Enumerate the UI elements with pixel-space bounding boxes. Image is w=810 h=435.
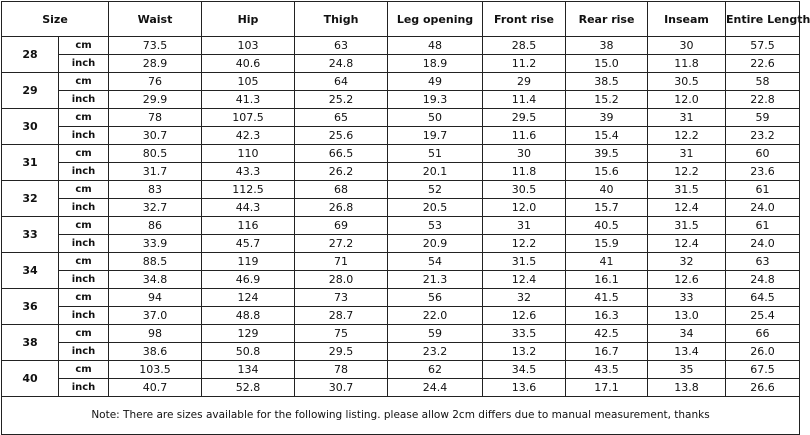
table-row-inch xyxy=(2,127,800,145)
measurement-cell: 22.8 xyxy=(726,91,800,109)
measurement-cell: 58 xyxy=(726,73,800,91)
measurement-cell: 51 xyxy=(388,145,483,163)
measurement-cell: 25.4 xyxy=(726,307,800,325)
measurement-cell: 31 xyxy=(483,217,566,235)
measurement-cell: 107.5 xyxy=(202,109,295,127)
measurement-cell: 19.3 xyxy=(388,91,483,109)
table-row-inch xyxy=(2,91,800,109)
measurement-cell: 40.5 xyxy=(566,217,648,235)
measurement-cell: 50 xyxy=(388,109,483,127)
measurement-cell: 50.8 xyxy=(202,343,295,361)
measurement-cell: 112.5 xyxy=(202,181,295,199)
measurement-cell: 78 xyxy=(109,109,202,127)
measurement-cell: 61 xyxy=(726,217,800,235)
measurement-cell: 24.4 xyxy=(388,379,483,397)
measurement-cell: 24.0 xyxy=(726,235,800,253)
measurement-cell: 28.7 xyxy=(295,307,388,325)
footnote: Note: There are sizes available for the following listing. please allow 2cm differs due to manual measurement, thanks xyxy=(2,397,800,435)
header-entire-length: Entire Length xyxy=(726,2,800,37)
measurement-cell: 13.8 xyxy=(648,379,726,397)
measurement-cell: 68 xyxy=(295,181,388,199)
measurement-cell: 32 xyxy=(648,253,726,271)
measurement-cell: 110 xyxy=(202,145,295,163)
measurement-cell: 94 xyxy=(109,289,202,307)
table-row-cm xyxy=(2,109,800,127)
measurement-cell: 15.7 xyxy=(566,199,648,217)
measurement-cell: 33 xyxy=(648,289,726,307)
header-thigh: Thigh xyxy=(295,2,388,37)
measurement-cell: 21.3 xyxy=(388,271,483,289)
measurement-cell: 52 xyxy=(388,181,483,199)
unit-label: inch xyxy=(59,127,109,145)
table-row-cm xyxy=(2,361,800,379)
measurement-cell: 15.4 xyxy=(566,127,648,145)
measurement-cell: 30 xyxy=(483,145,566,163)
measurement-cell: 38.6 xyxy=(109,343,202,361)
measurement-cell: 134 xyxy=(202,361,295,379)
table-row-cm xyxy=(2,325,800,343)
measurement-cell: 52.8 xyxy=(202,379,295,397)
measurement-cell: 26.2 xyxy=(295,163,388,181)
size-label: 28 xyxy=(2,37,59,73)
measurement-cell: 34.8 xyxy=(109,271,202,289)
measurement-cell: 16.7 xyxy=(566,343,648,361)
measurement-cell: 26.6 xyxy=(726,379,800,397)
header-front-rise: Front rise xyxy=(483,2,566,37)
measurement-cell: 45.7 xyxy=(202,235,295,253)
unit-label: inch xyxy=(59,235,109,253)
table-row-inch xyxy=(2,55,800,73)
table-row-inch xyxy=(2,199,800,217)
size-label: 33 xyxy=(2,217,59,253)
measurement-cell: 22.6 xyxy=(726,55,800,73)
measurement-cell: 12.2 xyxy=(648,127,726,145)
unit-label: cm xyxy=(59,145,109,163)
measurement-cell: 25.6 xyxy=(295,127,388,145)
unit-label: cm xyxy=(59,325,109,343)
measurement-cell: 53 xyxy=(388,217,483,235)
measurement-cell: 116 xyxy=(202,217,295,235)
measurement-cell: 88.5 xyxy=(109,253,202,271)
measurement-cell: 12.4 xyxy=(483,271,566,289)
unit-label: inch xyxy=(59,199,109,217)
measurement-cell: 105 xyxy=(202,73,295,91)
measurement-cell: 41 xyxy=(566,253,648,271)
measurement-cell: 32.7 xyxy=(109,199,202,217)
measurement-cell: 56 xyxy=(388,289,483,307)
measurement-cell: 22.0 xyxy=(388,307,483,325)
measurement-cell: 11.2 xyxy=(483,55,566,73)
measurement-cell: 66.5 xyxy=(295,145,388,163)
measurement-cell: 28.5 xyxy=(483,37,566,55)
header-rear-rise: Rear rise xyxy=(566,2,648,37)
measurement-cell: 37.0 xyxy=(109,307,202,325)
measurement-cell: 39.5 xyxy=(566,145,648,163)
measurement-cell: 30.5 xyxy=(648,73,726,91)
table-row-cm xyxy=(2,253,800,271)
measurement-cell: 103.5 xyxy=(109,361,202,379)
unit-label: inch xyxy=(59,379,109,397)
measurement-cell: 27.2 xyxy=(295,235,388,253)
size-label: 36 xyxy=(2,289,59,325)
measurement-cell: 23.2 xyxy=(388,343,483,361)
measurement-cell: 30.7 xyxy=(295,379,388,397)
measurement-cell: 38 xyxy=(566,37,648,55)
measurement-cell: 41.3 xyxy=(202,91,295,109)
measurement-cell: 34 xyxy=(648,325,726,343)
size-label: 32 xyxy=(2,181,59,217)
measurement-cell: 13.2 xyxy=(483,343,566,361)
table-row-cm xyxy=(2,37,800,55)
measurement-cell: 11.8 xyxy=(483,163,566,181)
unit-label: inch xyxy=(59,55,109,73)
unit-label: cm xyxy=(59,289,109,307)
measurement-cell: 42.5 xyxy=(566,325,648,343)
measurement-cell: 63 xyxy=(295,37,388,55)
measurement-cell: 33.5 xyxy=(483,325,566,343)
measurement-cell: 78 xyxy=(295,361,388,379)
measurement-cell: 24.8 xyxy=(726,271,800,289)
unit-label: cm xyxy=(59,253,109,271)
measurement-cell: 20.1 xyxy=(388,163,483,181)
measurement-cell: 40.7 xyxy=(109,379,202,397)
measurement-cell: 20.9 xyxy=(388,235,483,253)
measurement-cell: 13.6 xyxy=(483,379,566,397)
measurement-cell: 12.6 xyxy=(648,271,726,289)
measurement-cell: 28.0 xyxy=(295,271,388,289)
note-row xyxy=(2,397,800,435)
measurement-cell: 63 xyxy=(726,253,800,271)
measurement-cell: 25.2 xyxy=(295,91,388,109)
measurement-cell: 11.6 xyxy=(483,127,566,145)
table-row-inch xyxy=(2,379,800,397)
measurement-cell: 31.7 xyxy=(109,163,202,181)
measurement-cell: 86 xyxy=(109,217,202,235)
measurement-cell: 59 xyxy=(726,109,800,127)
measurement-cell: 28.9 xyxy=(109,55,202,73)
size-label: 30 xyxy=(2,109,59,145)
measurement-cell: 124 xyxy=(202,289,295,307)
measurement-cell: 31.5 xyxy=(648,217,726,235)
measurement-cell: 23.2 xyxy=(726,127,800,145)
unit-label: inch xyxy=(59,91,109,109)
unit-label: inch xyxy=(59,163,109,181)
measurement-cell: 29.9 xyxy=(109,91,202,109)
measurement-cell: 34.5 xyxy=(483,361,566,379)
measurement-cell: 71 xyxy=(295,253,388,271)
measurement-cell: 98 xyxy=(109,325,202,343)
measurement-cell: 29 xyxy=(483,73,566,91)
measurement-cell: 49 xyxy=(388,73,483,91)
measurement-cell: 15.9 xyxy=(566,235,648,253)
unit-label: cm xyxy=(59,181,109,199)
measurement-cell: 31.5 xyxy=(483,253,566,271)
measurement-cell: 15.0 xyxy=(566,55,648,73)
unit-label: inch xyxy=(59,343,109,361)
measurement-cell: 24.0 xyxy=(726,199,800,217)
measurement-cell: 76 xyxy=(109,73,202,91)
size-label: 29 xyxy=(2,73,59,109)
measurement-cell: 12.4 xyxy=(648,235,726,253)
measurement-cell: 129 xyxy=(202,325,295,343)
size-label: 31 xyxy=(2,145,59,181)
measurement-cell: 75 xyxy=(295,325,388,343)
measurement-cell: 23.6 xyxy=(726,163,800,181)
header-size: Size xyxy=(2,2,109,37)
measurement-cell: 26.8 xyxy=(295,199,388,217)
table-row-cm xyxy=(2,289,800,307)
header-inseam: Inseam xyxy=(648,2,726,37)
measurement-cell: 12.6 xyxy=(483,307,566,325)
measurement-cell: 19.7 xyxy=(388,127,483,145)
measurement-cell: 59 xyxy=(388,325,483,343)
unit-label: cm xyxy=(59,73,109,91)
measurement-cell: 41.5 xyxy=(566,289,648,307)
measurement-cell: 31.5 xyxy=(648,181,726,199)
measurement-cell: 40.6 xyxy=(202,55,295,73)
size-chart-body xyxy=(2,37,800,397)
table-row-inch xyxy=(2,163,800,181)
measurement-cell: 12.2 xyxy=(648,163,726,181)
measurement-cell: 46.9 xyxy=(202,271,295,289)
unit-label: cm xyxy=(59,361,109,379)
measurement-cell: 13.4 xyxy=(648,343,726,361)
measurement-cell: 73 xyxy=(295,289,388,307)
header-hip: Hip xyxy=(202,2,295,37)
measurement-cell: 29.5 xyxy=(295,343,388,361)
measurement-cell: 24.8 xyxy=(295,55,388,73)
unit-label: cm xyxy=(59,37,109,55)
measurement-cell: 44.3 xyxy=(202,199,295,217)
table-row-cm xyxy=(2,73,800,91)
measurement-cell: 80.5 xyxy=(109,145,202,163)
measurement-cell: 12.4 xyxy=(648,199,726,217)
size-label: 34 xyxy=(2,253,59,289)
unit-label: inch xyxy=(59,271,109,289)
measurement-cell: 15.2 xyxy=(566,91,648,109)
table-row-inch xyxy=(2,343,800,361)
size-label: 38 xyxy=(2,325,59,361)
unit-label: cm xyxy=(59,217,109,235)
measurement-cell: 30.7 xyxy=(109,127,202,145)
measurement-cell: 62 xyxy=(388,361,483,379)
measurement-cell: 65 xyxy=(295,109,388,127)
measurement-cell: 64.5 xyxy=(726,289,800,307)
measurement-cell: 11.8 xyxy=(648,55,726,73)
measurement-cell: 103 xyxy=(202,37,295,55)
measurement-cell: 60 xyxy=(726,145,800,163)
unit-label: cm xyxy=(59,109,109,127)
measurement-cell: 12.0 xyxy=(648,91,726,109)
table-row-cm xyxy=(2,181,800,199)
measurement-cell: 12.2 xyxy=(483,235,566,253)
measurement-cell: 11.4 xyxy=(483,91,566,109)
size-label: 40 xyxy=(2,361,59,397)
measurement-cell: 16.3 xyxy=(566,307,648,325)
measurement-cell: 54 xyxy=(388,253,483,271)
measurement-cell: 31 xyxy=(648,109,726,127)
measurement-cell: 64 xyxy=(295,73,388,91)
measurement-cell: 66 xyxy=(726,325,800,343)
header-leg-opening: Leg opening xyxy=(388,2,483,37)
measurement-cell: 26.0 xyxy=(726,343,800,361)
measurement-cell: 20.5 xyxy=(388,199,483,217)
table-row-inch xyxy=(2,307,800,325)
measurement-cell: 35 xyxy=(648,361,726,379)
measurement-cell: 33.9 xyxy=(109,235,202,253)
measurement-cell: 38.5 xyxy=(566,73,648,91)
measurement-cell: 30 xyxy=(648,37,726,55)
table-row-inch xyxy=(2,271,800,289)
measurement-cell: 18.9 xyxy=(388,55,483,73)
table-row-cm xyxy=(2,145,800,163)
measurement-cell: 83 xyxy=(109,181,202,199)
size-chart-table xyxy=(1,1,810,435)
measurement-cell: 48.8 xyxy=(202,307,295,325)
measurement-cell: 16.1 xyxy=(566,271,648,289)
header-waist: Waist xyxy=(109,2,202,37)
table-row-inch xyxy=(2,235,800,253)
header-row xyxy=(2,2,800,37)
measurement-cell: 30.5 xyxy=(483,181,566,199)
measurement-cell: 69 xyxy=(295,217,388,235)
measurement-cell: 40 xyxy=(566,181,648,199)
measurement-cell: 15.6 xyxy=(566,163,648,181)
measurement-cell: 43.5 xyxy=(566,361,648,379)
measurement-cell: 48 xyxy=(388,37,483,55)
measurement-cell: 57.5 xyxy=(726,37,800,55)
measurement-cell: 29.5 xyxy=(483,109,566,127)
measurement-cell: 61 xyxy=(726,181,800,199)
unit-label: inch xyxy=(59,307,109,325)
measurement-cell: 12.0 xyxy=(483,199,566,217)
measurement-cell: 67.5 xyxy=(726,361,800,379)
measurement-cell: 31 xyxy=(648,145,726,163)
measurement-cell: 17.1 xyxy=(566,379,648,397)
table-row-cm xyxy=(2,217,800,235)
measurement-cell: 43.3 xyxy=(202,163,295,181)
measurement-cell: 119 xyxy=(202,253,295,271)
measurement-cell: 39 xyxy=(566,109,648,127)
measurement-cell: 13.0 xyxy=(648,307,726,325)
measurement-cell: 73.5 xyxy=(109,37,202,55)
measurement-cell: 42.3 xyxy=(202,127,295,145)
measurement-cell: 32 xyxy=(483,289,566,307)
